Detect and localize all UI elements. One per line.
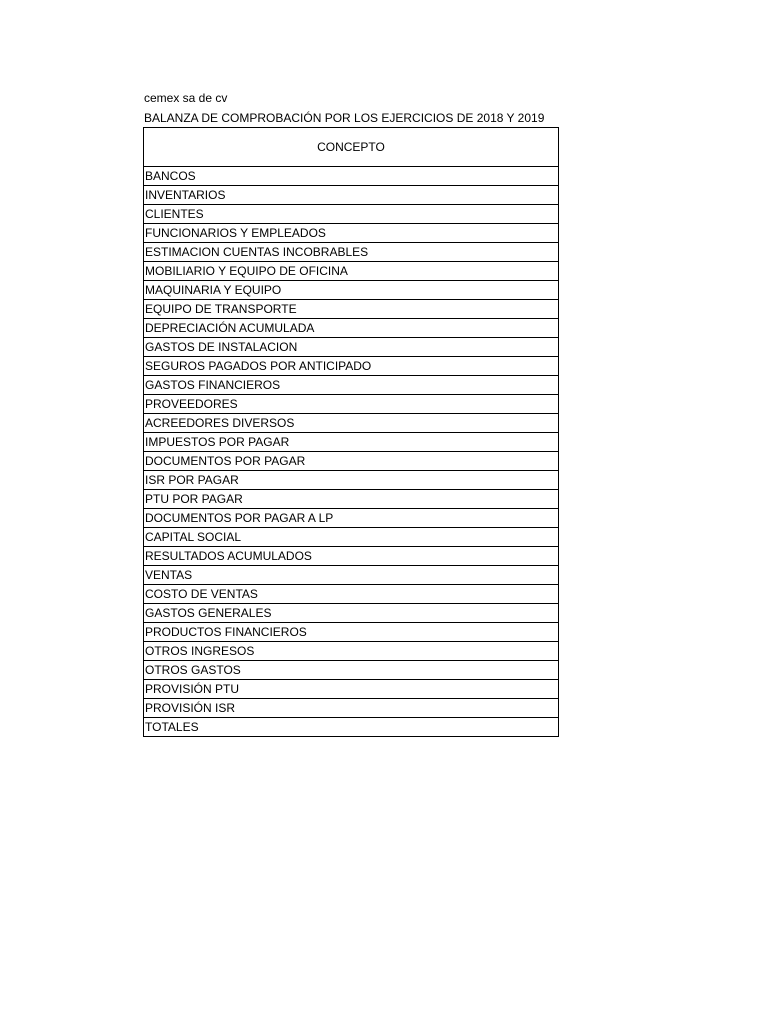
concept-cell: PROVISIÓN PTU [144, 680, 559, 699]
concept-cell: PRODUCTOS FINANCIEROS [144, 623, 559, 642]
table-row [144, 357, 559, 376]
table-row [144, 186, 559, 205]
table-row [144, 376, 559, 395]
concept-cell: SEGUROS PAGADOS POR ANTICIPADO [144, 357, 559, 376]
table-row [144, 547, 559, 566]
totals-cell: TOTALES [144, 718, 559, 737]
document-header [144, 88, 584, 128]
concept-cell: IMPUESTOS POR PAGAR [144, 433, 559, 452]
totals-row [144, 718, 559, 737]
concept-cell: DEPRECIACIÓN ACUMULADA [144, 319, 559, 338]
table-row [144, 224, 559, 243]
table-row [144, 680, 559, 699]
concept-cell: FUNCIONARIOS Y EMPLEADOS [144, 224, 559, 243]
table-row [144, 395, 559, 414]
table-header-row [144, 128, 559, 167]
trial-balance-table [143, 127, 559, 737]
concept-cell: PROVISIÓN ISR [144, 699, 559, 718]
report-title: BALANZA DE COMPROBACIÓN POR LOS EJERCICIOS DE 2018 Y 2019 [144, 111, 545, 125]
table-row [144, 566, 559, 585]
table-row [144, 281, 559, 300]
concept-cell: RESULTADOS ACUMULADOS [144, 547, 559, 566]
table-row [144, 642, 559, 661]
concept-cell: GASTOS GENERALES [144, 604, 559, 623]
table-row [144, 528, 559, 547]
table-row [144, 414, 559, 433]
table-row [144, 205, 559, 224]
concept-cell: COSTO DE VENTAS [144, 585, 559, 604]
concept-cell: INVENTARIOS [144, 186, 559, 205]
table-row [144, 623, 559, 642]
table-row [144, 699, 559, 718]
concept-cell: EQUIPO DE TRANSPORTE [144, 300, 559, 319]
company-name: cemex sa de cv [144, 91, 228, 105]
concept-cell: ISR POR PAGAR [144, 471, 559, 490]
concept-cell: VENTAS [144, 566, 559, 585]
concept-cell: DOCUMENTOS POR PAGAR A LP [144, 509, 559, 528]
concepto-column-header: CONCEPTO [144, 128, 559, 167]
table-row [144, 604, 559, 623]
table-row [144, 167, 559, 186]
concept-cell: CAPITAL SOCIAL [144, 528, 559, 547]
table-row [144, 262, 559, 281]
concept-cell: MAQUINARIA Y EQUIPO [144, 281, 559, 300]
table-row [144, 433, 559, 452]
concept-cell: PTU POR PAGAR [144, 490, 559, 509]
table-row [144, 338, 559, 357]
table-row [144, 243, 559, 262]
table-row [144, 300, 559, 319]
table-row [144, 471, 559, 490]
concept-cell: GASTOS FINANCIEROS [144, 376, 559, 395]
concept-cell: PROVEEDORES [144, 395, 559, 414]
concept-cell: DOCUMENTOS POR PAGAR [144, 452, 559, 471]
concept-cell: OTROS GASTOS [144, 661, 559, 680]
table-row [144, 319, 559, 338]
concept-cell: GASTOS DE INSTALACION [144, 338, 559, 357]
concept-cell: BANCOS [144, 167, 559, 186]
table-row [144, 585, 559, 604]
concept-cell: CLIENTES [144, 205, 559, 224]
table-row [144, 509, 559, 528]
table-row [144, 452, 559, 471]
table-row [144, 490, 559, 509]
table-row [144, 661, 559, 680]
concept-cell: MOBILIARIO Y EQUIPO DE OFICINA [144, 262, 559, 281]
concept-cell: ESTIMACION CUENTAS INCOBRABLES [144, 243, 559, 262]
concept-cell: OTROS INGRESOS [144, 642, 559, 661]
concept-cell: ACREEDORES DIVERSOS [144, 414, 559, 433]
